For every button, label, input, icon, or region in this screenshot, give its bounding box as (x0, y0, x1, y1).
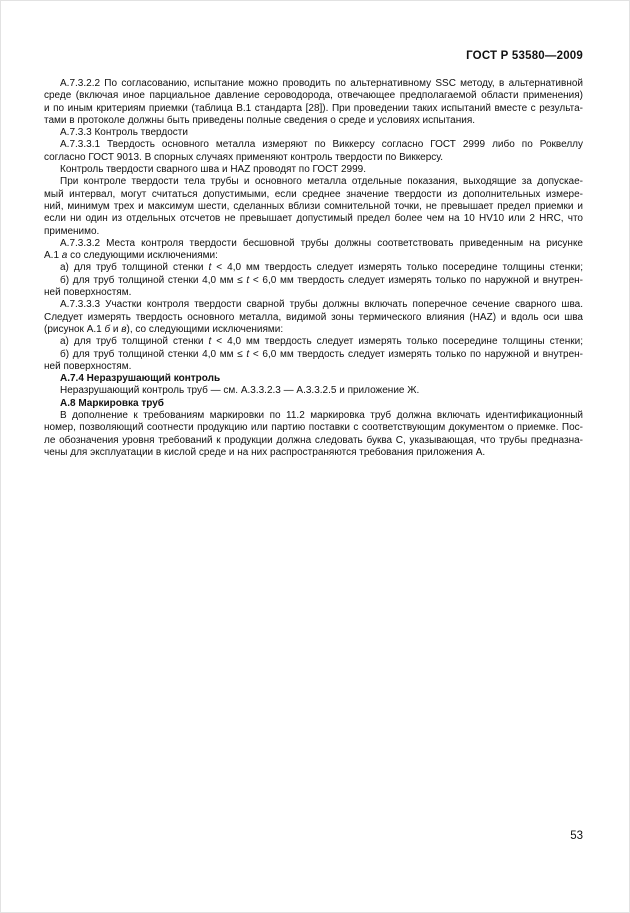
text-line: ле обозначения уровня требований к продукции должна следовать буква С, указывающая, что трубы предназна- (44, 434, 583, 446)
text-segment: ), со следующими исключениями: (126, 323, 284, 335)
text-line: номер, позволяющий соотнести продукцию или партию поставки с соответствующим документом о приемке. Пос- (44, 422, 583, 434)
text-line: ней поверхностям. (44, 287, 132, 299)
section-heading-a8: А.8 Маркировка труб (60, 397, 164, 409)
thickness-variable: t (208, 262, 212, 274)
text-line: среде (включая иное парциальное давление сероводорода, отвечающее предполагаемой области применения) (44, 90, 583, 102)
text-line: ней поверхностям. (44, 360, 132, 372)
text-line: мый интервал, могут считаться допустимыми, если среднее значение твердости из дополнительных измере- (44, 188, 583, 200)
page-header-standard-number: ГОСТ Р 53580—2009 (466, 50, 583, 62)
list-item-line (44, 349, 583, 361)
text-line: и по иным критериям приемки (таблица В.1 стандарта [28]). При проведении таких испытаний вместе с результа- (44, 102, 583, 114)
text-line: А.7.3.3.1 Твердость основного металла измеряют по Виккерсу согласно ГОСТ 2999 либо по Роквеллу (60, 139, 583, 151)
text-line: При контроле твердости тела трубы и основного металла отдельные показания, выходящие за допускае- (60, 176, 583, 188)
text-line: ний, минимум трех и максимум шести, сделанных вблизи сомнительной точки, не превышает предел приемки и (44, 200, 583, 212)
text-segment: < 6,0 мм твердость следует измерять только по наружной и внутрен- (249, 348, 583, 360)
page-number: 53 (570, 830, 583, 842)
text-segment: б) для труб толщиной стенки 4,0 мм ≤ (60, 274, 247, 286)
text-segment: и (110, 323, 122, 335)
text-line: Следует измерять твердость основного металла, видимой зоны термического влияния (HAZ) и вдоль оси шва (44, 311, 583, 323)
text-segment: со следующими исключениями: (67, 250, 218, 262)
section-heading-a74: А.7.4 Неразрушающий контроль (60, 373, 221, 385)
text-line: Контроль твердости сварного шва и HAZ проводят по ГОСТ 2999. (60, 164, 366, 176)
document-body (44, 78, 583, 459)
text-line (44, 324, 583, 336)
list-item-line (44, 336, 583, 348)
text-line: А.7.3.2.2 По согласованию, испытание можно проводить по альтернативному SSC методу, в альтернативной (60, 78, 583, 89)
text-line: если ни один из отдельных отсчетов не превышает допустимый предел более чем на 10 HV10 или 2 HRC, что (44, 213, 583, 225)
text-line: Неразрушающий контроль труб — см. А.3.3.2.3 — А.3.3.2.5 и приложение Ж. (60, 385, 420, 397)
text-line: применимо. (44, 225, 100, 237)
text-line: В дополнение к требованиям маркировки по 11.2 маркировка труб должна включать идентификационный (60, 410, 583, 422)
list-item-line (44, 262, 583, 274)
thickness-variable: t (246, 274, 250, 286)
text-segment: б) для труб толщиной стенки 4,0 мм ≤ (60, 348, 247, 360)
text-segment: < 4,0 мм твердость следует измерять только посередине толщины стенки; (211, 336, 583, 348)
subclause-title-line: А.7.3.3 Контроль твердости (60, 127, 188, 139)
text-line (44, 250, 583, 262)
text-segment: < 6,0 мм твердость следует измерять только по наружной и внутрен- (249, 274, 583, 286)
text-line: согласно ГОСТ 9013. В спорных случаях применяют контроль твердости по Виккерсу. (44, 151, 444, 163)
text-line: А.7.3.3.3 Участки контроля твердости сварной трубы должны включать поперечное сечение сварного шва. (60, 299, 583, 311)
text-line: А.7.3.3.2 Места контроля твердости бесшовной трубы должны соответствовать приведенным на рисунке (60, 237, 583, 249)
figure-view-letter: а (61, 250, 68, 262)
text-segment: < 4,0 мм твердость следует измерять только посередине толщины стенки; (211, 262, 583, 274)
text-segment: А.1 (44, 250, 62, 262)
figure-view-letter: б (104, 323, 111, 335)
text-segment: (рисунок А.1 (44, 323, 105, 335)
text-line: тами в протоколе должны быть приведены полные сведения о среде и условиях испытания. (44, 114, 476, 126)
thickness-variable: t (246, 348, 250, 360)
figure-view-letter: в (121, 323, 127, 335)
text-segment: а) для труб толщиной стенки (60, 262, 209, 274)
text-segment: а) для труб толщиной стенки (60, 336, 209, 348)
thickness-variable: t (208, 336, 212, 348)
text-line: чены для эксплуатации в кислой среде и на них распространяются требования приложения А. (44, 446, 486, 458)
list-item-line (44, 275, 583, 287)
